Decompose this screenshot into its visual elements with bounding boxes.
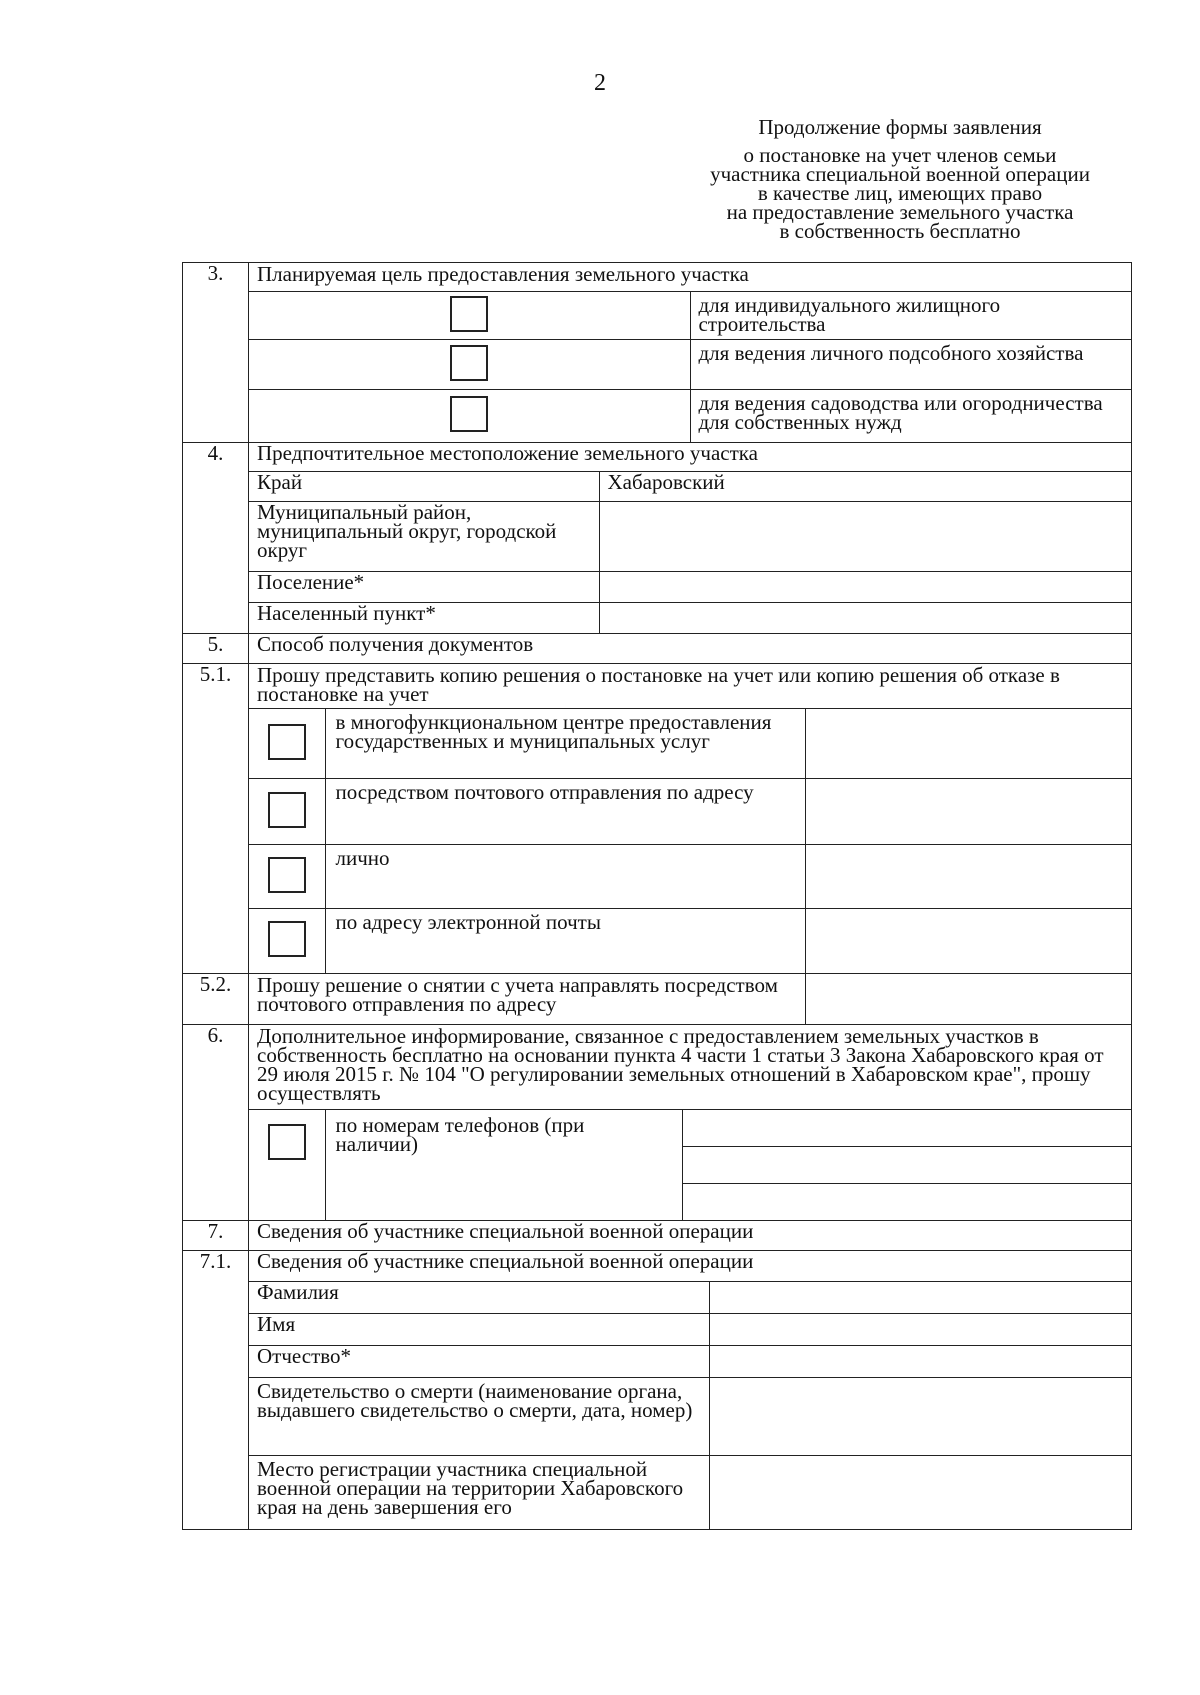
settlement-label: Поселение*	[249, 571, 599, 602]
phone-number-field[interactable]	[683, 1110, 1132, 1147]
delivery-option-label: в многофункциональном центре предоставления государственных и муниципальных услуг	[325, 709, 805, 779]
header-line: в качестве лиц, имеющих право	[757, 181, 1043, 205]
delivery-mfc-field[interactable]	[805, 709, 1131, 779]
phone-info-checkbox[interactable]	[268, 1124, 306, 1160]
section-title: Дополнительное информирование, связанное с предоставлением земельных участков в собственность бесплатно на основании пункта 4 части 1 статьи 3 Закона Хабаровского края от 29 июля 2015 г. № 104 "О регулировании земельных отношений в Хабаровском крае", прошу осуществлять	[249, 1025, 1131, 1110]
section-number: 3.	[183, 263, 249, 443]
purpose-garden-checkbox[interactable]	[450, 396, 488, 432]
section-number: 4.	[183, 442, 249, 634]
purpose-option-label: для индивидуального жилищного строительства	[690, 292, 1131, 340]
section-title: Сведения об участнике специальной военной операции	[249, 1220, 1132, 1250]
delivery-post-address-field[interactable]	[805, 779, 1131, 845]
region-label: Край	[249, 471, 599, 501]
section-5	[183, 634, 1132, 664]
registration-place-field[interactable]	[709, 1455, 1131, 1529]
purpose-lph-checkbox[interactable]	[450, 345, 488, 381]
section-7	[183, 1220, 1132, 1250]
delivery-option-label: лично	[325, 845, 805, 909]
district-label: Муниципальный район, муниципальный округ, городской округ	[249, 501, 599, 571]
section-number: 5.2.	[183, 973, 249, 1024]
surname-field[interactable]	[709, 1281, 1131, 1313]
form-header	[620, 115, 1180, 248]
delivery-mfc-checkbox[interactable]	[268, 724, 306, 760]
section-title: Прошу решение о снятии с учета направлять посредством почтового отправления по адресу	[249, 974, 805, 1024]
delivery-email-checkbox[interactable]	[268, 921, 306, 957]
phone-number-field[interactable]	[683, 1184, 1132, 1220]
section-4	[183, 442, 1132, 634]
section-number: 5.	[183, 634, 249, 664]
header-title: Продолжение формы заявления	[758, 115, 1042, 139]
section-title: Способ получения документов	[249, 634, 1132, 664]
delivery-post-checkbox[interactable]	[268, 792, 306, 828]
page-number: 2	[594, 70, 606, 96]
section-7-1	[183, 1250, 1132, 1530]
section-5-1	[183, 664, 1132, 974]
purpose-option-label: для ведения садоводства или огородничества для собственных нужд	[698, 391, 1103, 434]
death-certificate-label: Свидетельство о смерти (наименование органа, выдавшего свидетельство о смерти, дата, номер)	[249, 1377, 709, 1455]
purpose-ihs-checkbox[interactable]	[450, 296, 488, 332]
surname-label: Фамилия	[249, 1281, 709, 1313]
section-number: 7.	[183, 1220, 249, 1250]
phone-number-field[interactable]	[683, 1147, 1132, 1184]
registration-place-label: Место регистрации участника специальной военной операции на территории Хабаровского края на день завершения его	[249, 1455, 709, 1529]
application-form-table	[182, 262, 1132, 1530]
section-title: Предпочтительное местоположение земельного участка	[249, 443, 1131, 472]
header-line: участника специальной военной операции	[710, 162, 1090, 186]
delivery-email-field[interactable]	[805, 909, 1131, 973]
section-6	[183, 1024, 1132, 1220]
settlement-value-field[interactable]	[599, 571, 1131, 602]
patronymic-field[interactable]	[709, 1345, 1131, 1377]
purpose-option-label: для ведения личного подсобного хозяйства	[690, 340, 1131, 390]
section-title: Планируемая цель предоставления земельного участка	[249, 263, 1131, 292]
removal-post-address-field[interactable]	[805, 974, 1131, 1024]
first-name-field[interactable]	[709, 1313, 1131, 1345]
locality-value-field[interactable]	[599, 602, 1131, 633]
header-subtitle	[620, 143, 1180, 243]
region-value[interactable]: Хабаровский	[599, 471, 1131, 501]
death-certificate-field[interactable]	[709, 1377, 1131, 1455]
header-line: на предоставление земельного участка	[726, 200, 1074, 224]
delivery-personal-checkbox[interactable]	[268, 857, 306, 893]
section-5-2	[183, 973, 1132, 1024]
section-title: Прошу представить копию решения о постановке на учет или копию решения об отказе в постановке на учет	[249, 664, 1131, 709]
locality-label: Населенный пункт*	[249, 602, 599, 633]
section-number: 6.	[183, 1024, 249, 1220]
delivery-option-label: посредством почтового отправления по адресу	[325, 779, 805, 845]
first-name-label: Имя	[249, 1313, 709, 1345]
section-number: 5.1.	[183, 664, 249, 974]
patronymic-label: Отчество*	[249, 1345, 709, 1377]
district-value-field[interactable]	[599, 501, 1131, 571]
section-title: Сведения об участнике специальной военной операции	[249, 1251, 1131, 1282]
header-line: о постановке на учет членов семьи	[743, 143, 1057, 167]
delivery-option-label: по адресу электронной почты	[325, 909, 805, 973]
section-3	[183, 263, 1132, 443]
section-number: 7.1.	[183, 1250, 249, 1530]
delivery-personal-field[interactable]	[805, 845, 1131, 909]
phone-option-label: по номерам телефонов (при наличии)	[325, 1109, 682, 1220]
header-line: в собственность бесплатно	[779, 219, 1021, 243]
